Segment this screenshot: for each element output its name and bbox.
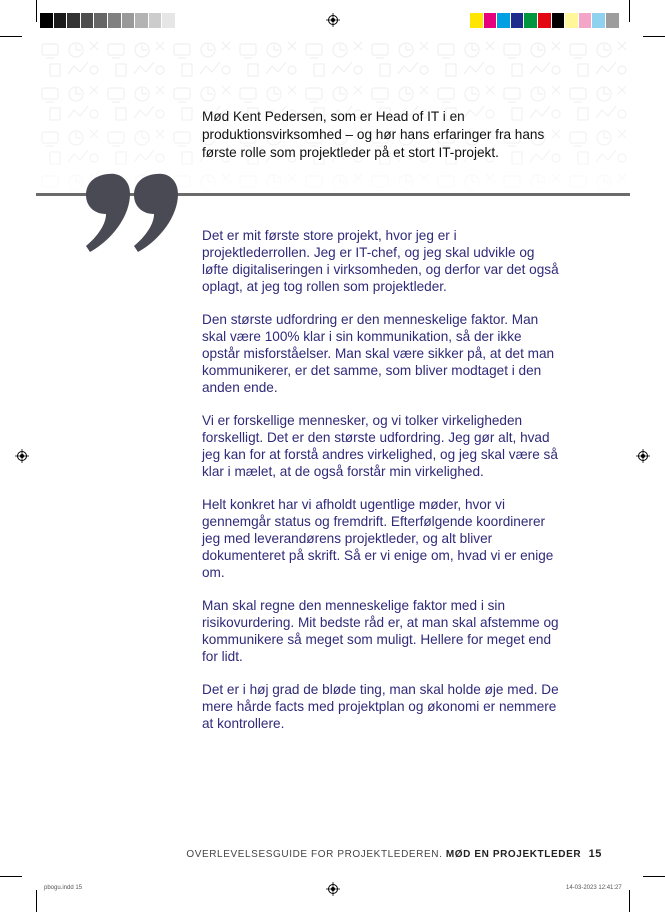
- crop-mark: [643, 36, 665, 37]
- crop-mark: [36, 890, 37, 912]
- page-number: 15: [588, 848, 602, 860]
- color-swatch: [67, 13, 81, 28]
- footer-section-title: MØD EN PROJEKTLEDER: [445, 849, 582, 860]
- color-swatch: [162, 13, 176, 28]
- color-swatch: [565, 13, 579, 28]
- color-swatch: [552, 13, 566, 28]
- color-swatch: [538, 13, 552, 28]
- registration-mark-icon: [326, 882, 340, 896]
- color-swatch: [470, 13, 484, 28]
- crop-mark: [36, 0, 37, 22]
- crop-mark: [0, 36, 22, 37]
- body-paragraph: Det er mit første store projekt, hvor jeg er i projektlederrollen. Jeg er IT-chef, og jeg skal udvikle og løfte digitaliseringen i virksomheden, og derfor var det også oplagt, at jeg tog rollen som projektleder.: [202, 228, 559, 294]
- running-footer: [186, 848, 602, 860]
- body-paragraph: Man skal regne den menneskelige faktor med i sin risikovurdering. Mit bedste råd er, at man skal afstemme og kommunikere så meget som muligt. Hellere for meget end for lidt.: [202, 598, 559, 664]
- color-swatch: [511, 13, 525, 28]
- slug-timestamp: 14-03-2023 12:41:27: [566, 885, 622, 891]
- color-swatch: [54, 13, 68, 28]
- color-swatch: [484, 13, 498, 28]
- footer-guide-title: OVERLEVELSESGUIDE FOR PROJEKTLEDEREN: [186, 849, 440, 860]
- color-swatch: [135, 13, 149, 28]
- color-swatch: [592, 13, 606, 28]
- color-swatch: [579, 13, 593, 28]
- body-paragraph: Det er i høj grad de bløde ting, man skal holde øje med. De mere hårde facts med projektplan og økonomi er nemmere at kontrollere.: [202, 682, 559, 731]
- color-swatch: [606, 13, 620, 28]
- color-swatch: [497, 13, 511, 28]
- footer-separator: .: [439, 849, 446, 860]
- body-paragraph: Den største udfordring er den menneskelige faktor. Man skal være 100% klar i sin kommunikation, så der ikke opstår misforståelser. Man skal være sikker på, at det man kommunikerer, er det samme, som bliver modtaget i den anden ende.: [202, 312, 555, 395]
- crop-mark: [643, 876, 665, 877]
- registration-mark-icon: [636, 449, 650, 463]
- color-swatch: [524, 13, 538, 28]
- body-paragraph: Vi er forskellige mennesker, og vi tolker virkeligheden forskelligt. Det er den største udfordring. Jeg gør alt, hvad jeg kan for at forstå andres virkelighed, og jeg skal være så klar i mælet, at de også forstår min virkelighed.: [202, 413, 558, 479]
- interview-body: [202, 227, 562, 748]
- color-swatch: [94, 13, 108, 28]
- process-color-bar: [470, 13, 620, 28]
- color-swatch: [122, 13, 136, 28]
- slug-file-name: pbogu.indd 15: [44, 885, 83, 891]
- body-paragraph: Helt konkret har vi afholdt ugentlige møder, hvor vi gennemgår status og fremdrift. Efterfølgende koordinerer jeg med leverandørens projektleder, og alt bliver dokumenteret på skrift. Så er vi enige om, hvad vi er enige om.: [202, 497, 554, 580]
- color-swatch: [149, 13, 163, 28]
- quote-mark-icon: [84, 168, 180, 256]
- color-swatch: [40, 13, 54, 28]
- crop-mark: [0, 876, 22, 877]
- grayscale-color-bar: [40, 13, 176, 28]
- crop-mark: [629, 0, 630, 22]
- intro-text: Mød Kent Pedersen, som er Head of IT i en produktionsvirksomhed – og hør hans erfaringer fra hans første rolle som projektleder på et stort IT-projekt.: [202, 109, 545, 160]
- crop-mark: [629, 890, 630, 912]
- registration-mark-icon: [15, 449, 29, 463]
- color-swatch: [108, 13, 122, 28]
- color-swatch: [81, 13, 95, 28]
- registration-mark-icon: [326, 13, 340, 27]
